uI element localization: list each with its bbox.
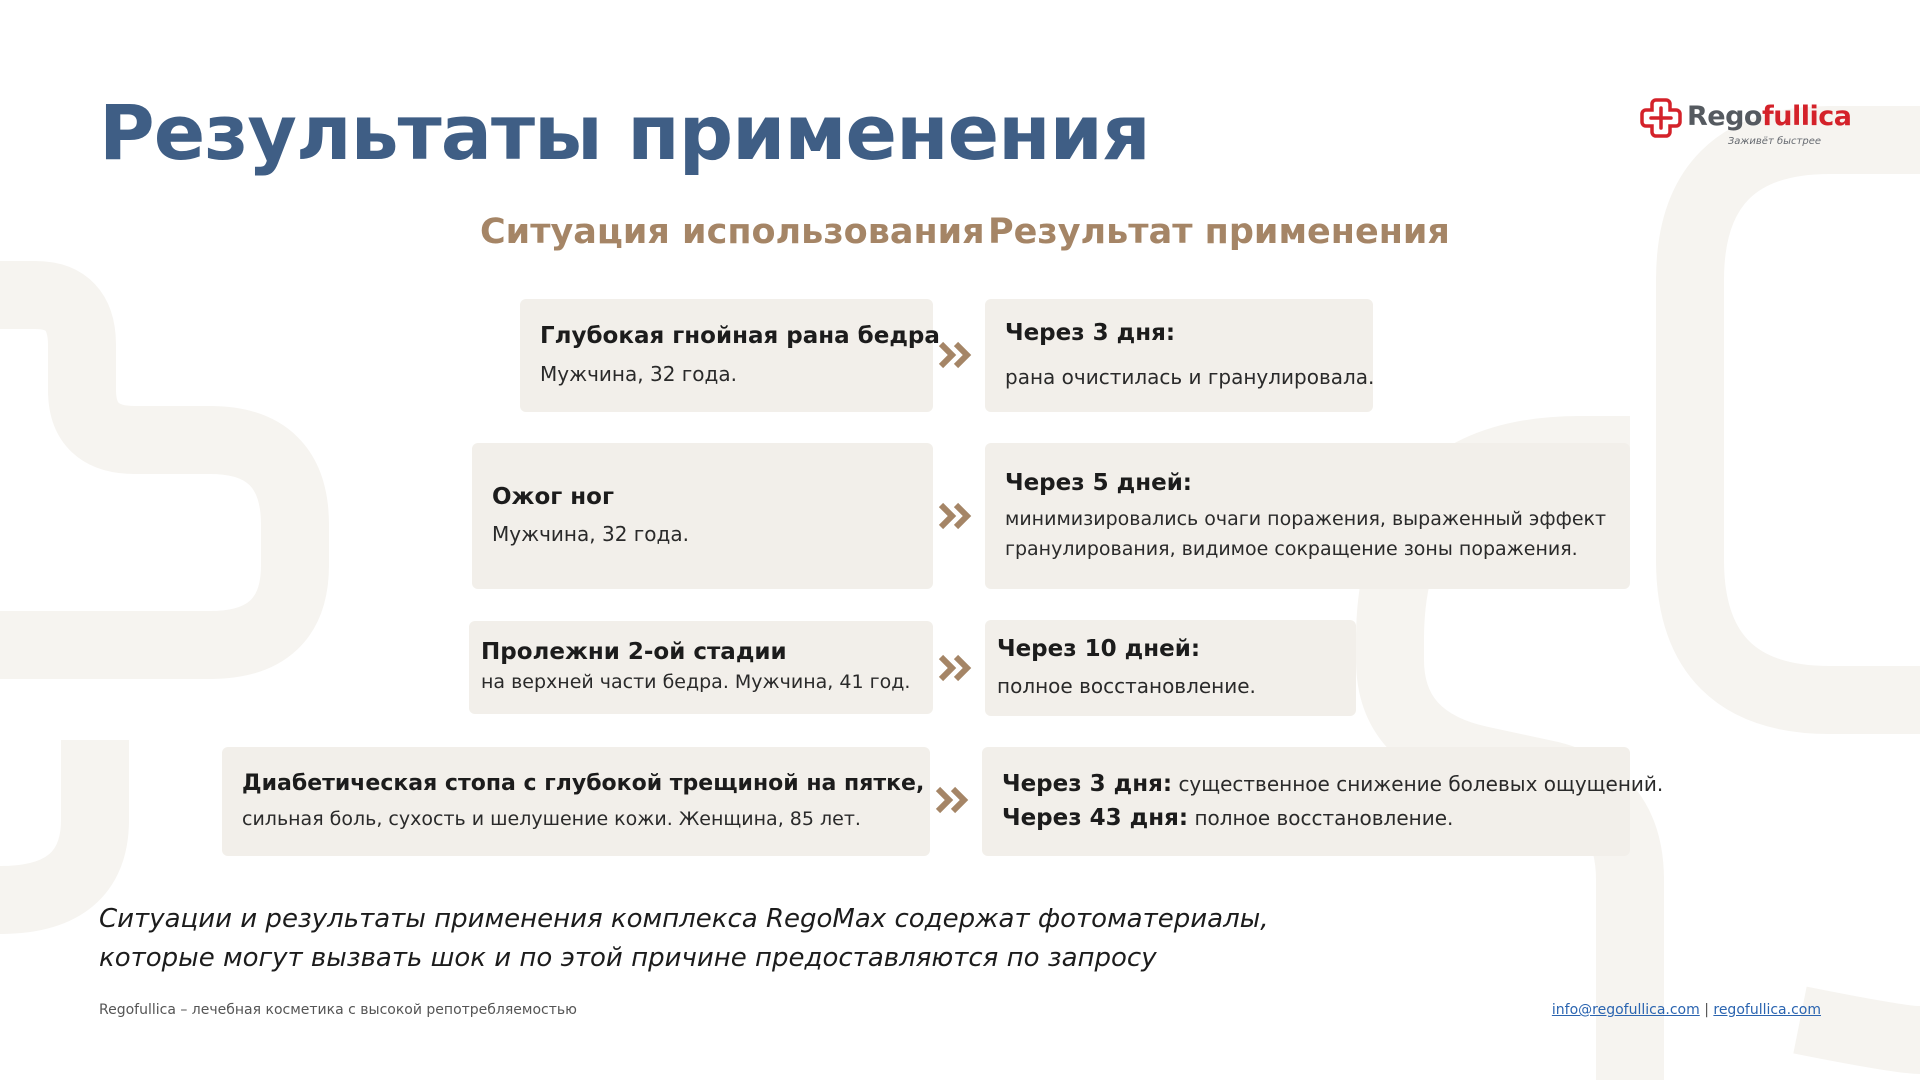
result-line-2-label: Через 43 дня: <box>1002 804 1189 831</box>
footer-tagline: Regofullica – лечебная косметика с высокой репотребляемостью <box>99 1002 577 1018</box>
situation-card-3 <box>469 621 933 714</box>
result-line-2 <box>1002 802 1612 835</box>
footer-contacts <box>1552 1002 1821 1018</box>
situation-card-1 <box>520 299 940 412</box>
situation-card-2 <box>472 443 933 589</box>
double-chevron-right-icon <box>938 501 974 531</box>
result-text: минимизировались очаги поражения, выраженный эффект гранулирования, видимое сокращение зоны поражения. <box>1005 508 1607 560</box>
situation-text: сильная боль, сухость и шелушение кожи. Женщина, 85 лет. <box>242 807 861 830</box>
situation-text: Мужчина, 32 года. <box>492 522 689 547</box>
result-title: Через 5 дней: <box>1005 470 1193 497</box>
result-title: Через 10 дней: <box>997 635 1201 662</box>
result-card-2 <box>985 443 1630 589</box>
logo-wordmark-part1: Rego <box>1687 101 1762 132</box>
situation-title: Глубокая гнойная рана бедра <box>540 323 940 350</box>
situation-title: Ожог ног <box>492 483 614 510</box>
result-line-1-text: существенное снижение болевых ощущений. <box>1178 772 1664 797</box>
situation-title: Диабетическая стопа с глубокой трещиной на пятке, <box>242 770 925 796</box>
situation-text: Мужчина, 32 года. <box>540 361 737 386</box>
result-text: рана очистилась и гранулировала. <box>1005 364 1375 389</box>
logo-tagline: Заживёт быстрее <box>1727 136 1821 147</box>
brand-logo <box>1639 96 1852 152</box>
double-chevron-right-icon <box>935 785 971 815</box>
double-chevron-right-icon <box>938 340 974 370</box>
email-link[interactable]: info@regofullica.com <box>1551 1002 1700 1018</box>
page-title: Результаты применения <box>99 88 1150 177</box>
result-line-1 <box>1002 768 1664 801</box>
logo-wordmark <box>1687 101 1851 132</box>
website-link[interactable]: regofullica.com <box>1713 1002 1821 1018</box>
result-card-1 <box>985 299 1373 412</box>
disclaimer-line-2: которые могут вызвать шок и по этой причине предоставляются по запросу <box>99 943 1157 973</box>
result-column-header: Результат применения <box>988 212 1450 252</box>
footer-separator: | <box>1704 1002 1709 1018</box>
situation-card-4 <box>222 747 930 856</box>
situation-text: на верхней части бедра. Мужчина, 41 год. <box>481 671 911 694</box>
disclaimer-note <box>99 900 1269 978</box>
result-card-3 <box>985 620 1356 716</box>
result-title: Через 3 дня: <box>1005 320 1176 347</box>
result-line-1-label: Через 3 дня: <box>1002 771 1173 798</box>
medical-cross-logo-icon <box>1639 96 1683 140</box>
double-chevron-right-icon <box>938 653 974 683</box>
result-line-2-text: полное восстановление. <box>1194 805 1454 830</box>
result-text: полное восстановление. <box>997 674 1256 699</box>
result-card-4 <box>982 747 1664 856</box>
logo-wordmark-part2: fullica <box>1761 101 1852 132</box>
disclaimer-line-1: Ситуации и результаты применения комплекса RegoMax содержат фотоматериалы, <box>99 904 1269 934</box>
situation-title: Пролежни 2-ой стадии <box>481 639 787 666</box>
situation-column-header: Ситуация использования <box>480 212 985 252</box>
